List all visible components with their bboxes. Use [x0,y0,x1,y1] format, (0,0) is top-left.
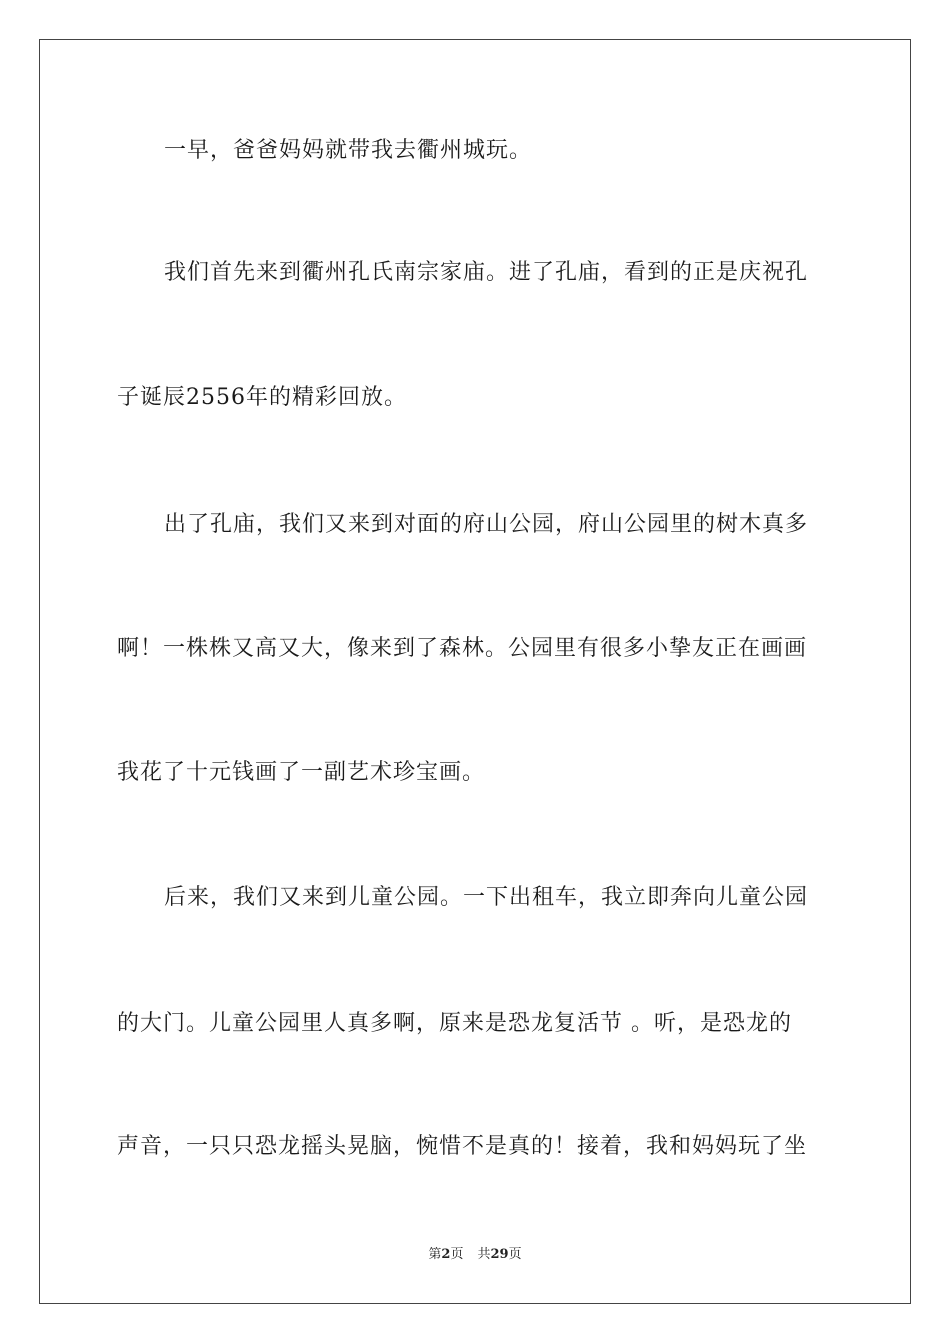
text-line-3: 子诞辰2556年的精彩回放。 [117,385,407,410]
text-line-1: 一早，爸爸妈妈就带我去衢州城玩。 [164,138,533,163]
text-line-8: 的大门。儿童公园里人真多啊，原来是恐龙复活节 。听，是恐龙的 [117,1011,792,1036]
text-line-7: 后来，我们又来到儿童公园。一下出租车，我立即奔向儿童公园 [164,885,809,910]
text-line-5: 啊！一株株又高又大，像来到了森林。公园里有很多小挚友正在画画 [117,636,808,661]
text-line-6: 我花了十元钱画了一副艺术珍宝画。 [117,760,486,785]
page-footer [0,1246,950,1264]
page-number: 2 [441,1247,451,1262]
page-suffix: 页 [450,1247,464,1262]
page-border [39,39,911,1304]
total-suffix: 页 [508,1247,522,1262]
text-line-2: 我们首先来到衢州孔氏南宗家庙。进了孔庙，看到的正是庆祝孔 [164,260,809,285]
page-prefix: 第 [428,1247,442,1262]
text-line-4: 出了孔庙，我们又来到对面的府山公园，府山公园里的树木真多 [164,512,809,537]
total-pages: 29 [490,1247,509,1262]
text-line-9: 声音，一只只恐龙摇头晃脑，惋惜不是真的！接着，我和妈妈玩了坐 [117,1134,808,1159]
total-prefix: 共 [477,1247,491,1262]
